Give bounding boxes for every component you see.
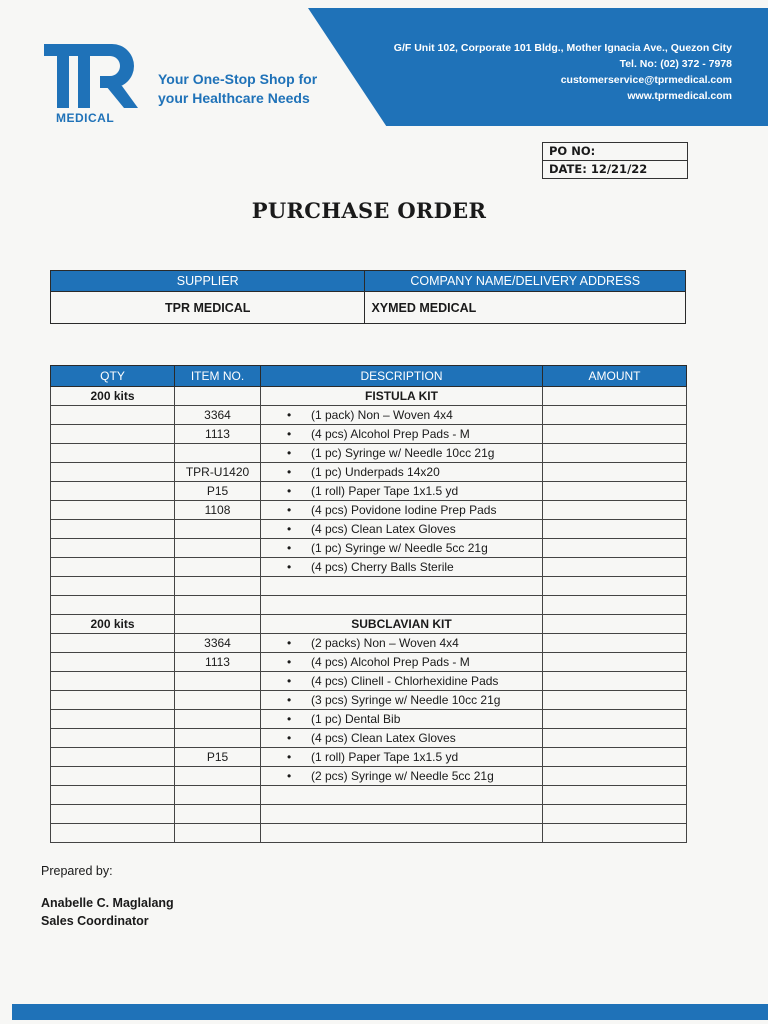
page-title: PURCHASE ORDER xyxy=(251,198,487,223)
description-cell xyxy=(261,596,543,615)
item-no-cell xyxy=(175,672,261,691)
qty-cell xyxy=(51,672,175,691)
bullet-icon: • xyxy=(287,484,292,498)
description-text: (4 pcs) Clean Latex Gloves xyxy=(311,731,456,745)
amount-cell xyxy=(543,387,687,406)
qty-cell xyxy=(51,482,175,501)
tagline-line-1: Your One-Stop Shop for xyxy=(158,71,318,87)
table-row xyxy=(51,615,687,634)
qty-cell xyxy=(51,729,175,748)
company-phone: Tel. No: (02) 372 - 7978 xyxy=(619,58,732,70)
description-cell xyxy=(261,824,543,843)
description-text: (1 pc) Dental Bib xyxy=(311,712,401,726)
bullet-icon: • xyxy=(287,541,292,555)
description-text: (4 pcs) Clean Latex Gloves xyxy=(311,522,456,536)
description-text: (4 pcs) Clinell - Chlorhexidine Pads xyxy=(311,674,499,688)
kit-title-cell: FISTULA KIT xyxy=(261,387,543,406)
amount-cell xyxy=(543,577,687,596)
company-website: www.tprmedical.com xyxy=(627,90,732,102)
qty-cell xyxy=(51,520,175,539)
amount-cell xyxy=(543,672,687,691)
item-no-cell: 1113 xyxy=(175,653,261,672)
description-cell xyxy=(261,444,543,463)
table-row xyxy=(51,444,687,463)
bullet-icon: • xyxy=(287,408,292,422)
item-no-cell: TPR-U1420 xyxy=(175,463,261,482)
company-address: G/F Unit 102, Corporate 101 Bldg., Mother Ignacia Ave., Quezon City xyxy=(393,42,732,54)
table-row xyxy=(51,748,687,767)
table-row xyxy=(51,710,687,729)
description-cell xyxy=(261,786,543,805)
qty-cell: 200 kits xyxy=(51,615,175,634)
amount-cell xyxy=(543,425,687,444)
description-header: DESCRIPTION xyxy=(261,366,543,387)
description-text: (1 pack) Non – Woven 4x4 xyxy=(311,408,453,422)
item-no-cell xyxy=(175,596,261,615)
item-no-cell xyxy=(175,729,261,748)
item-no-cell xyxy=(175,577,261,596)
item-no-cell xyxy=(175,767,261,786)
description-text: (1 roll) Paper Tape 1x1.5 yd xyxy=(311,484,459,498)
item-no-cell: 1108 xyxy=(175,501,261,520)
bullet-icon: • xyxy=(287,503,292,517)
item-no-cell xyxy=(175,539,261,558)
item-no-cell xyxy=(175,444,261,463)
logo-subtext: MEDICAL xyxy=(56,111,115,125)
item-no-cell: P15 xyxy=(175,748,261,767)
table-row xyxy=(51,653,687,672)
amount-cell xyxy=(543,634,687,653)
description-text: (1 roll) Paper Tape 1x1.5 yd xyxy=(311,750,459,764)
bullet-icon: • xyxy=(287,446,292,460)
po-number-field: PO NO: xyxy=(549,144,596,158)
description-cell xyxy=(261,710,543,729)
item-no-cell xyxy=(175,387,261,406)
description-cell xyxy=(261,482,543,501)
signatory-name: Anabelle C. Maglalang xyxy=(41,896,174,910)
tagline xyxy=(158,70,317,108)
qty-cell xyxy=(51,406,175,425)
bullet-icon: • xyxy=(287,427,292,441)
po-info-box xyxy=(542,142,688,179)
bullet-icon: • xyxy=(287,769,292,783)
bullet-icon: • xyxy=(287,522,292,536)
qty-cell xyxy=(51,501,175,520)
qty-header: QTY xyxy=(51,366,175,387)
item-no-cell xyxy=(175,786,261,805)
description-cell xyxy=(261,463,543,482)
description-cell xyxy=(261,805,543,824)
qty-cell xyxy=(51,444,175,463)
bullet-icon: • xyxy=(287,560,292,574)
amount-cell xyxy=(543,786,687,805)
bullet-icon: • xyxy=(287,750,292,764)
item-no-header: ITEM NO. xyxy=(175,366,261,387)
kit-title-cell: SUBCLAVIAN KIT xyxy=(261,615,543,634)
amount-cell xyxy=(543,729,687,748)
company-email: customerservice@tprmedical.com xyxy=(560,74,732,86)
qty-cell xyxy=(51,577,175,596)
table-row xyxy=(51,463,687,482)
item-no-cell xyxy=(175,824,261,843)
table-row xyxy=(51,558,687,577)
item-no-cell xyxy=(175,691,261,710)
table-row xyxy=(51,729,687,748)
amount-cell xyxy=(543,615,687,634)
amount-cell xyxy=(543,596,687,615)
amount-cell xyxy=(543,691,687,710)
amount-cell xyxy=(543,406,687,425)
bullet-icon: • xyxy=(287,465,292,479)
bullet-icon: • xyxy=(287,674,292,688)
description-cell xyxy=(261,653,543,672)
description-text: (4 pcs) Alcohol Prep Pads - M xyxy=(311,427,470,441)
amount-cell xyxy=(543,482,687,501)
po-date-field: DATE: 12/21/22 xyxy=(543,160,687,178)
table-row xyxy=(51,425,687,444)
amount-cell xyxy=(543,463,687,482)
amount-cell xyxy=(543,444,687,463)
table-row xyxy=(51,786,687,805)
amount-cell xyxy=(543,805,687,824)
description-cell xyxy=(261,672,543,691)
signatory-block xyxy=(41,894,174,930)
item-no-cell xyxy=(175,615,261,634)
qty-cell xyxy=(51,634,175,653)
bullet-icon: • xyxy=(287,731,292,745)
supplier-table xyxy=(50,270,686,324)
item-no-cell xyxy=(175,558,261,577)
qty-cell xyxy=(51,558,175,577)
item-no-cell: P15 xyxy=(175,482,261,501)
description-text: (4 pcs) Cherry Balls Sterile xyxy=(311,560,454,574)
description-cell xyxy=(261,539,543,558)
qty-cell xyxy=(51,653,175,672)
table-row xyxy=(51,539,687,558)
qty-cell xyxy=(51,805,175,824)
description-cell xyxy=(261,748,543,767)
amount-cell xyxy=(543,653,687,672)
description-text: (1 pc) Syringe w/ Needle 10cc 21g xyxy=(311,446,495,460)
description-text: (1 pc) Syringe w/ Needle 5cc 21g xyxy=(311,541,488,555)
amount-cell xyxy=(543,824,687,843)
qty-cell xyxy=(51,691,175,710)
amount-cell xyxy=(543,539,687,558)
table-row xyxy=(51,824,687,843)
amount-cell xyxy=(543,767,687,786)
table-row xyxy=(51,691,687,710)
amount-header: AMOUNT xyxy=(543,366,687,387)
description-text: (2 pcs) Syringe w/ Needle 5cc 21g xyxy=(311,769,494,783)
company-name: XYMED MEDICAL xyxy=(365,292,686,324)
description-cell xyxy=(261,406,543,425)
table-row xyxy=(51,596,687,615)
bullet-icon: • xyxy=(287,693,292,707)
table-row xyxy=(51,767,687,786)
amount-cell xyxy=(543,520,687,539)
prepared-by-label: Prepared by: xyxy=(41,864,113,878)
company-contact-block xyxy=(394,40,732,104)
amount-cell xyxy=(543,710,687,729)
qty-cell xyxy=(51,767,175,786)
item-no-cell: 3364 xyxy=(175,406,261,425)
bullet-icon: • xyxy=(287,712,292,726)
description-cell xyxy=(261,577,543,596)
qty-cell xyxy=(51,710,175,729)
description-text: (1 pc) Underpads 14x20 xyxy=(311,465,440,479)
qty-cell xyxy=(51,748,175,767)
bullet-icon: • xyxy=(287,636,292,650)
company-header: COMPANY NAME/DELIVERY ADDRESS xyxy=(365,271,686,292)
bullet-icon: • xyxy=(287,655,292,669)
table-row xyxy=(51,501,687,520)
tagline-line-2: your Healthcare Needs xyxy=(158,90,310,106)
table-row xyxy=(51,634,687,653)
table-row xyxy=(51,672,687,691)
table-row xyxy=(51,406,687,425)
table-row xyxy=(51,520,687,539)
description-text: (4 pcs) Alcohol Prep Pads - M xyxy=(311,655,470,669)
qty-cell xyxy=(51,824,175,843)
item-no-cell xyxy=(175,520,261,539)
description-cell xyxy=(261,501,543,520)
description-cell xyxy=(261,767,543,786)
table-row xyxy=(51,577,687,596)
description-cell xyxy=(261,691,543,710)
qty-cell xyxy=(51,425,175,444)
amount-cell xyxy=(543,558,687,577)
supplier-header: SUPPLIER xyxy=(51,271,365,292)
amount-cell xyxy=(543,748,687,767)
description-cell xyxy=(261,634,543,653)
description-text: (4 pcs) Povidone Iodine Prep Pads xyxy=(311,503,497,517)
qty-cell xyxy=(51,596,175,615)
qty-cell: 200 kits xyxy=(51,387,175,406)
footer-bar xyxy=(12,1004,768,1020)
description-cell xyxy=(261,729,543,748)
amount-cell xyxy=(543,501,687,520)
supplier-name: TPR MEDICAL xyxy=(51,292,365,324)
item-no-cell: 3364 xyxy=(175,634,261,653)
items-table xyxy=(50,365,687,843)
description-cell xyxy=(261,425,543,444)
item-no-cell xyxy=(175,710,261,729)
qty-cell xyxy=(51,463,175,482)
qty-cell xyxy=(51,539,175,558)
table-row xyxy=(51,482,687,501)
item-no-cell: 1113 xyxy=(175,425,261,444)
description-cell xyxy=(261,520,543,539)
table-row xyxy=(51,387,687,406)
description-text: (2 packs) Non – Woven 4x4 xyxy=(311,636,459,650)
signatory-role: Sales Coordinator xyxy=(41,914,149,928)
description-text: (3 pcs) Syringe w/ Needle 10cc 21g xyxy=(311,693,501,707)
qty-cell xyxy=(51,786,175,805)
item-no-cell xyxy=(175,805,261,824)
description-cell xyxy=(261,558,543,577)
table-row xyxy=(51,805,687,824)
